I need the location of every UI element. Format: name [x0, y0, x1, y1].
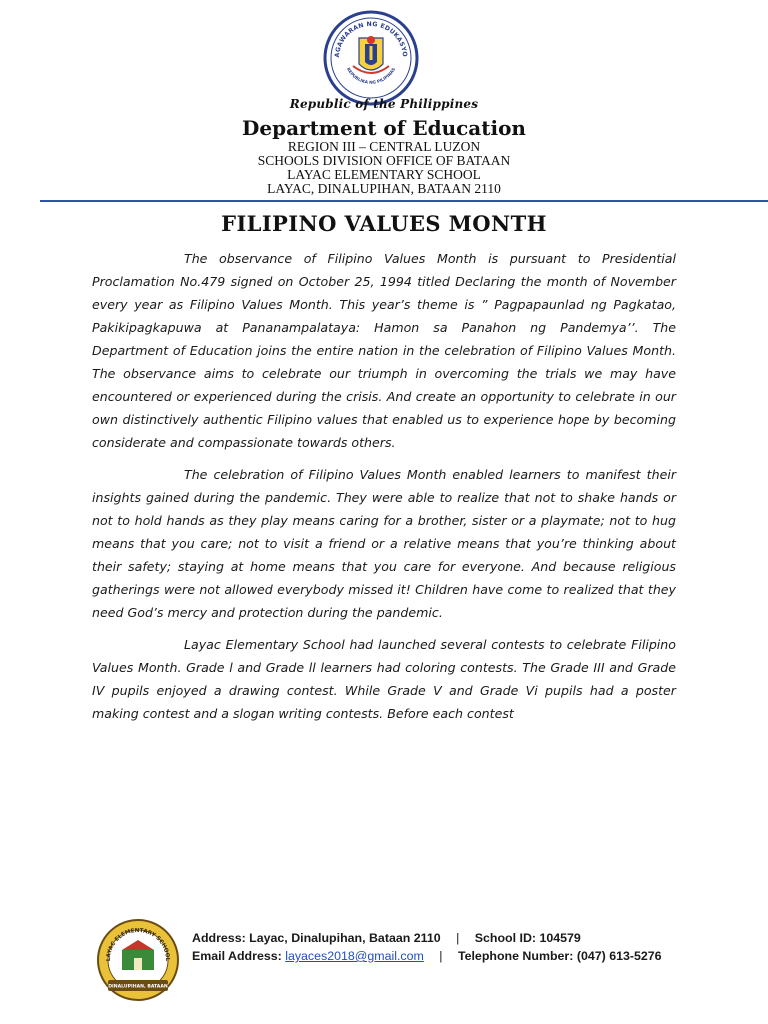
header-divider	[40, 200, 768, 202]
email-label: Email Address:	[192, 949, 282, 963]
phone-value: (047) 613-5276	[576, 949, 662, 963]
school-id-value: 104579	[539, 931, 581, 945]
document-body	[92, 247, 676, 734]
school-logo-text: LAYAC ELEMENTARY SCHOOL	[105, 927, 171, 962]
paragraph-2: The celebration of Filipino Values Month enabled learners to manifest their insights gained during the pandemic. They were able to realize that not to shake hands or not to hold hands as they play means caring for a brother, sister or a playmate; not to hug means that you care; not to visit a friend or a relative means that you’re thinking about their safety; staying at home means that you care for everyone. And because religious gatherings were not allowed everybody missed it! Children have come to realized that they need God’s mercy and protection during the pandemic.	[92, 467, 676, 620]
paragraph-1: The observance of Filipino Values Month is pursuant to Presidential Proclamation No.479 signed on October 25, 1994 titled Declaring the month of November every year as Filipino Values Month. This year’s theme is ” Pagpapaunlad ng Pagkatao, Pakikipagkapuwa at Pananampalataya: Hamon sa Panahon ng Pandemya’’. The Department of Education joins the entire nation in the celebration of Filipino Values Month. The observance aims to celebrate our triumph in overcoming the trials we may have encountered or experienced during the crisis. And create an opportunity to celebrate in our own distinctively authentic Filipino values that enabled us to experience hope by becoming considerate and compassionate towards others.	[92, 251, 676, 450]
seal-bottom-text: REPUBLIKA NG PILIPINAS	[345, 66, 397, 85]
address-label: Address:	[192, 931, 246, 945]
school-name-line: LAYAC ELEMENTARY SCHOOL	[287, 167, 481, 182]
republic-heading: Republic of the Philippines	[289, 97, 479, 111]
paragraph-3: Layac Elementary School had launched several contests to celebrate Filipino Values Month. Grade l and Grade ll learners had coloring contests. The Grade III and Grade IV pupils enjoyed a drawing contest. While Grade V and Grade Vi pupils had a poster making contest and a slogan writing contests. Before each contest	[92, 637, 676, 721]
footer-separator: |	[456, 931, 460, 945]
phone-label: Telephone Number:	[457, 949, 574, 963]
address-value: Layac, Dinalupihan, Bataan 2110	[249, 931, 441, 945]
email-link[interactable]: layaces2018@gmail.com	[285, 949, 424, 963]
department-heading: Department of Education	[242, 116, 526, 140]
school-logo-place: DINALUPIHAN, BATAAN	[108, 984, 168, 990]
footer-line-1	[192, 931, 581, 945]
footer-separator: |	[439, 949, 443, 963]
document-title: FILIPINO VALUES MONTH	[221, 211, 547, 236]
deped-seal-logo	[323, 10, 419, 106]
school-logo	[96, 918, 180, 1002]
region-line: REGION III – CENTRAL LUZON	[287, 139, 481, 154]
school-address-line: LAYAC, DINALUPIHAN, BATAAN 2110	[267, 181, 501, 196]
division-line: SCHOOLS DIVISION OFFICE OF BATAAN	[257, 153, 511, 168]
footer-line-2	[192, 949, 662, 963]
school-id-label: School ID:	[474, 931, 537, 945]
seal-top-text: AGAWARAN NG EDUKASYO	[333, 20, 409, 58]
